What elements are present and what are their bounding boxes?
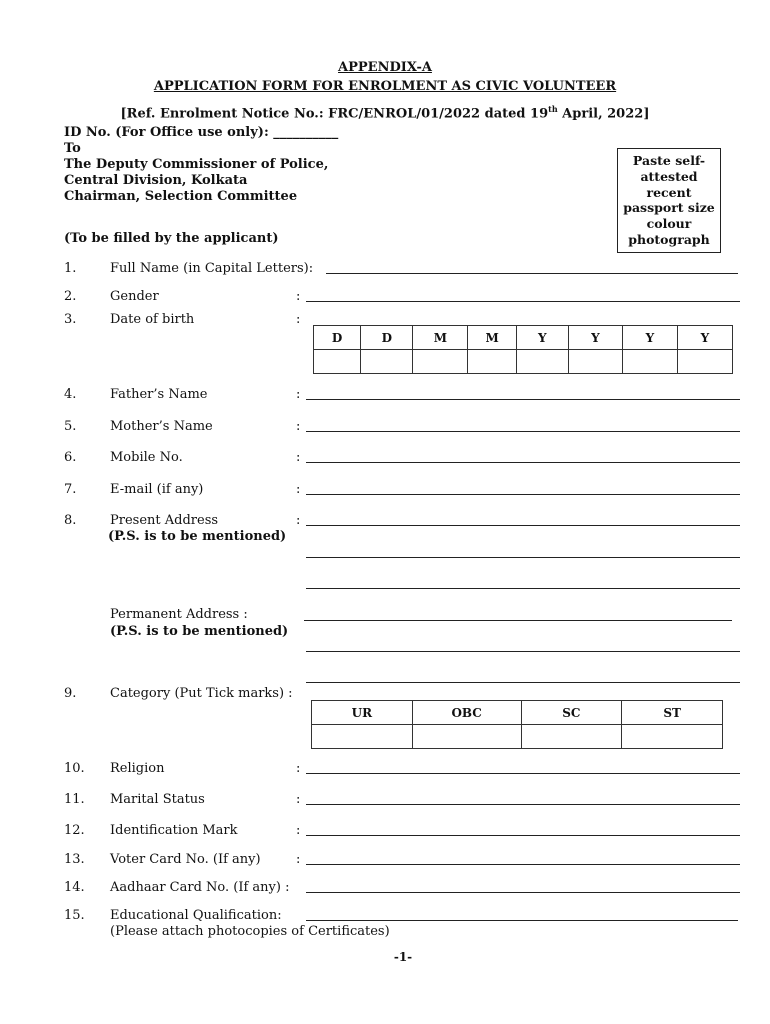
mother-name-label: Mother’s Name xyxy=(110,419,213,434)
category-tick-cell[interactable] xyxy=(312,725,413,749)
field-number: 13. xyxy=(64,852,85,867)
email-input-line[interactable] xyxy=(306,494,740,495)
field-number: 15. xyxy=(64,908,85,923)
present-address-label: Present Address xyxy=(110,513,219,528)
mother-name-input-line[interactable] xyxy=(306,431,740,432)
marital-status-input-line[interactable] xyxy=(306,804,740,805)
category-header-cell: ST xyxy=(622,701,723,725)
field-number: 1. xyxy=(64,261,77,276)
category-label: Category (Put Tick marks) : xyxy=(110,686,293,701)
gender-label: Gender xyxy=(110,289,159,304)
dob-input-cell[interactable] xyxy=(314,350,361,374)
category-header-cell: UR xyxy=(312,701,413,725)
colon: : xyxy=(296,387,301,402)
full-name-input-line[interactable] xyxy=(326,273,738,274)
father-name-input-line[interactable] xyxy=(306,399,740,400)
full-name-label: Full Name (in Capital Letters): xyxy=(110,261,314,276)
field-number: 6. xyxy=(64,450,77,465)
category-header-cell: SC xyxy=(521,701,622,725)
field-number: 14. xyxy=(64,880,85,895)
education-attach-note: (Please attach photocopies of Certificates) xyxy=(110,924,390,939)
appendix-heading: APPENDIX-A xyxy=(338,60,432,75)
dob-input-cell[interactable] xyxy=(677,350,732,374)
colon: : xyxy=(296,482,301,497)
colon: : xyxy=(296,289,301,304)
reference-sup: th xyxy=(548,104,558,114)
dob-label: Date of birth xyxy=(110,312,195,327)
photo-box xyxy=(617,148,721,253)
addressee-line-3: Chairman, Selection Committee xyxy=(64,189,298,204)
email-label: E-mail (if any) xyxy=(110,482,204,497)
mobile-input-line[interactable] xyxy=(306,462,740,463)
colon: : xyxy=(296,450,301,465)
category-grid xyxy=(311,700,723,749)
dob-input-cell[interactable] xyxy=(622,350,677,374)
field-number: 7. xyxy=(64,482,77,497)
aadhaar-card-label: Aadhaar Card No. (If any) : xyxy=(110,880,290,895)
dob-header-cell: Y xyxy=(516,326,568,350)
dob-input-cell[interactable] xyxy=(361,350,413,374)
dob-input-cell[interactable] xyxy=(468,350,516,374)
field-number: 3. xyxy=(64,312,77,327)
to-label: To xyxy=(64,141,81,156)
office-id-label: ID No. (For Office use only): __________ xyxy=(64,125,339,140)
addressee-line-1: The Deputy Commissioner of Police, xyxy=(64,157,329,172)
present-address-input-line[interactable] xyxy=(306,557,740,558)
photo-line: colour xyxy=(646,216,692,232)
dob-input-cell[interactable] xyxy=(568,350,622,374)
present-address-input-line[interactable] xyxy=(306,525,740,526)
photo-line: passport size xyxy=(623,200,715,216)
form-title: APPLICATION FORM FOR ENROLMENT AS CIVIC VOLUNTEER xyxy=(153,79,617,94)
present-address-input-line[interactable] xyxy=(306,588,740,589)
category-tick-cell[interactable] xyxy=(412,725,521,749)
father-name-label: Father’s Name xyxy=(110,387,208,402)
field-number: 9. xyxy=(64,686,77,701)
dob-header-cell: D xyxy=(361,326,413,350)
field-number: 2. xyxy=(64,289,77,304)
religion-input-line[interactable] xyxy=(306,773,740,774)
permanent-address-label: Permanent Address : xyxy=(110,607,248,622)
category-tick-cell[interactable] xyxy=(622,725,723,749)
addressee-line-2: Central Division, Kolkata xyxy=(64,173,248,188)
field-number: 10. xyxy=(64,761,85,776)
category-tick-cell[interactable] xyxy=(521,725,622,749)
dob-header-cell: M xyxy=(413,326,468,350)
dob-grid xyxy=(313,325,733,374)
permanent-address-input-line[interactable] xyxy=(306,651,740,652)
identification-mark-label: Identification Mark xyxy=(110,823,238,838)
permanent-address-input-line[interactable] xyxy=(306,682,740,683)
field-number: 11. xyxy=(64,792,85,807)
dob-header-cell: M xyxy=(468,326,516,350)
aadhaar-card-input-line[interactable] xyxy=(306,892,740,893)
photo-line: recent xyxy=(646,184,692,200)
field-number: 5. xyxy=(64,419,77,434)
colon: : xyxy=(296,761,301,776)
colon: : xyxy=(296,852,301,867)
colon: : xyxy=(296,513,301,528)
colon: : xyxy=(296,419,301,434)
dob-input-cell[interactable] xyxy=(413,350,468,374)
category-header-cell: OBC xyxy=(412,701,521,725)
gender-input-line[interactable] xyxy=(306,301,740,302)
identification-mark-input-line[interactable] xyxy=(306,835,740,836)
dob-header-cell: Y xyxy=(568,326,622,350)
mobile-label: Mobile No. xyxy=(110,450,183,465)
voter-card-label: Voter Card No. (If any) xyxy=(110,852,261,867)
reference-notice xyxy=(0,104,770,121)
present-address-ps-note: (P.S. is to be mentioned) xyxy=(108,529,287,544)
field-number: 8. xyxy=(64,513,77,528)
dob-header-cell: D xyxy=(314,326,361,350)
dob-header-cell: Y xyxy=(622,326,677,350)
marital-status-label: Marital Status xyxy=(110,792,205,807)
dob-header-cell: Y xyxy=(677,326,732,350)
voter-card-input-line[interactable] xyxy=(306,864,740,865)
colon: : xyxy=(296,823,301,838)
colon: : xyxy=(296,792,301,807)
dob-input-cell[interactable] xyxy=(516,350,568,374)
photo-line: attested xyxy=(640,168,698,184)
education-input-line[interactable] xyxy=(306,920,738,921)
permanent-address-input-line[interactable] xyxy=(304,620,732,621)
field-number: 4. xyxy=(64,387,77,402)
reference-prefix: [Ref. Enrolment Notice No.: FRC/ENROL/01/2022 dated 19 xyxy=(120,106,549,122)
photo-line: photograph xyxy=(628,231,710,247)
fill-note: (To be filled by the applicant) xyxy=(64,231,279,246)
colon: : xyxy=(296,312,301,327)
education-label: Educational Qualification: xyxy=(110,908,282,923)
reference-suffix: April, 2022] xyxy=(557,106,650,122)
religion-label: Religion xyxy=(110,761,165,776)
field-number: 12. xyxy=(64,823,85,838)
page-number: -1- xyxy=(393,950,413,964)
photo-line: Paste self- xyxy=(632,153,706,168)
permanent-address-ps-note: (P.S. is to be mentioned) xyxy=(110,624,289,639)
